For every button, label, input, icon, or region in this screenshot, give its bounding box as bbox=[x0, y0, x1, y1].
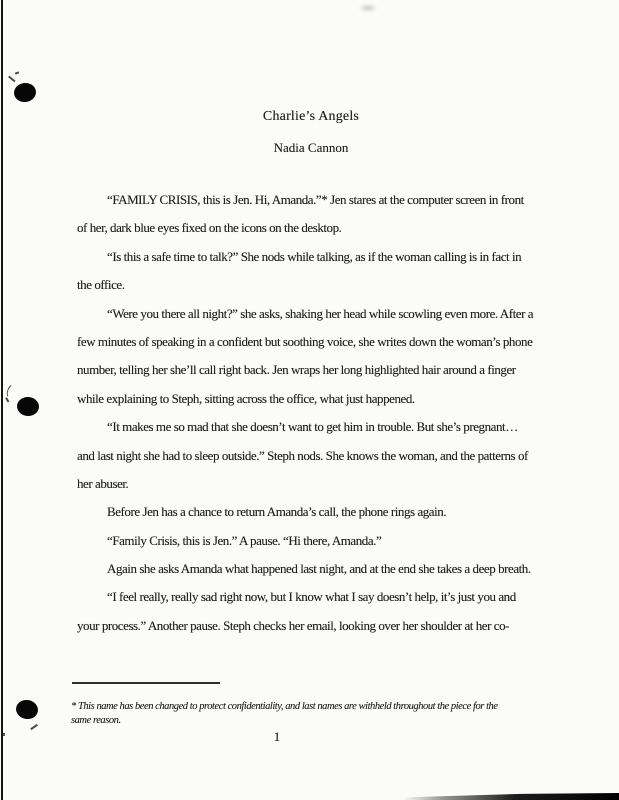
document-byline: Nadia Cannon bbox=[273, 140, 349, 155]
paragraph bbox=[77, 413, 582, 498]
punch-hole-top bbox=[13, 82, 37, 104]
footnote-line: * This name has been changed to protect confidentiality, and last names are withheld throughout the piece for the bbox=[71, 701, 498, 712]
body-line: the office. bbox=[77, 277, 125, 293]
paragraph bbox=[77, 527, 582, 555]
body-line: and last night she had to sleep outside.” Steph nods. She knows the woman, and the patterns of bbox=[77, 447, 528, 463]
body-line: few minutes of speaking in a confident but soothing voice, she writes down the woman’s phone bbox=[77, 333, 533, 349]
page-number: 1 bbox=[273, 729, 281, 744]
body-line: Again she asks Amanda what happened last night, and at the end she takes a deep breath. bbox=[107, 561, 531, 577]
body-line: “FAMILY CRISIS, this is Jen. Hi, Amanda.”* Jen stares at the computer screen in front bbox=[107, 192, 524, 207]
body-line: “It makes me so mad that she doesn’t want to get him in trouble. But she’s pregnant… bbox=[107, 419, 518, 435]
body-line: “Family Crisis, this is Jen.” A pause. “Hi there, Amanda.” bbox=[107, 532, 382, 548]
body-line: while explaining to Steph, sitting across the office, what just happened. bbox=[77, 390, 415, 406]
footnote bbox=[71, 700, 498, 727]
body-line: her abuser. bbox=[77, 475, 129, 491]
body-line: of her, dark blue eyes fixed on the icons on the desktop. bbox=[77, 220, 342, 236]
punch-hole-bottom bbox=[15, 698, 40, 721]
paragraph bbox=[77, 555, 582, 583]
body-line: Before Jen has a chance to return Amanda’s call, the phone rings again. bbox=[107, 504, 447, 520]
paragraph bbox=[77, 243, 582, 300]
footnote-divider bbox=[72, 682, 220, 684]
body-line: number, telling her she’ll call right back. Jen wraps her long highlighted hair around a finger bbox=[77, 362, 516, 378]
footnote-line: same reason. bbox=[71, 714, 121, 726]
body-line: your process.” Another pause. Steph checks her email, looking over her shoulder at her co- bbox=[77, 617, 510, 633]
scratch-mark bbox=[3, 733, 5, 736]
paragraph bbox=[77, 583, 582, 640]
punch-hole-middle bbox=[16, 396, 39, 416]
body-line: “I feel really, really sad right now, but I know what I say doesn’t help, it’s just you and bbox=[107, 589, 516, 605]
paragraph bbox=[77, 300, 582, 414]
body-text bbox=[77, 186, 582, 640]
document-title: Charlie’s Angels bbox=[262, 109, 360, 124]
scratch-mark bbox=[15, 71, 19, 74]
scratch-mark bbox=[30, 724, 37, 730]
body-line: “Were you there all night?” she asks, shaking her head while scowling even more. After a bbox=[107, 305, 534, 321]
bottom-edge-scan-bar bbox=[403, 793, 619, 800]
scratch-mark bbox=[8, 76, 15, 82]
body-line: “Is this a safe time to talk?” She nods while talking, as if the woman calling is in fact in bbox=[107, 248, 522, 264]
left-edge-scan-line bbox=[1, 0, 3, 800]
paragraph bbox=[77, 498, 582, 526]
top-smudge bbox=[358, 3, 378, 13]
paragraph bbox=[77, 186, 582, 243]
